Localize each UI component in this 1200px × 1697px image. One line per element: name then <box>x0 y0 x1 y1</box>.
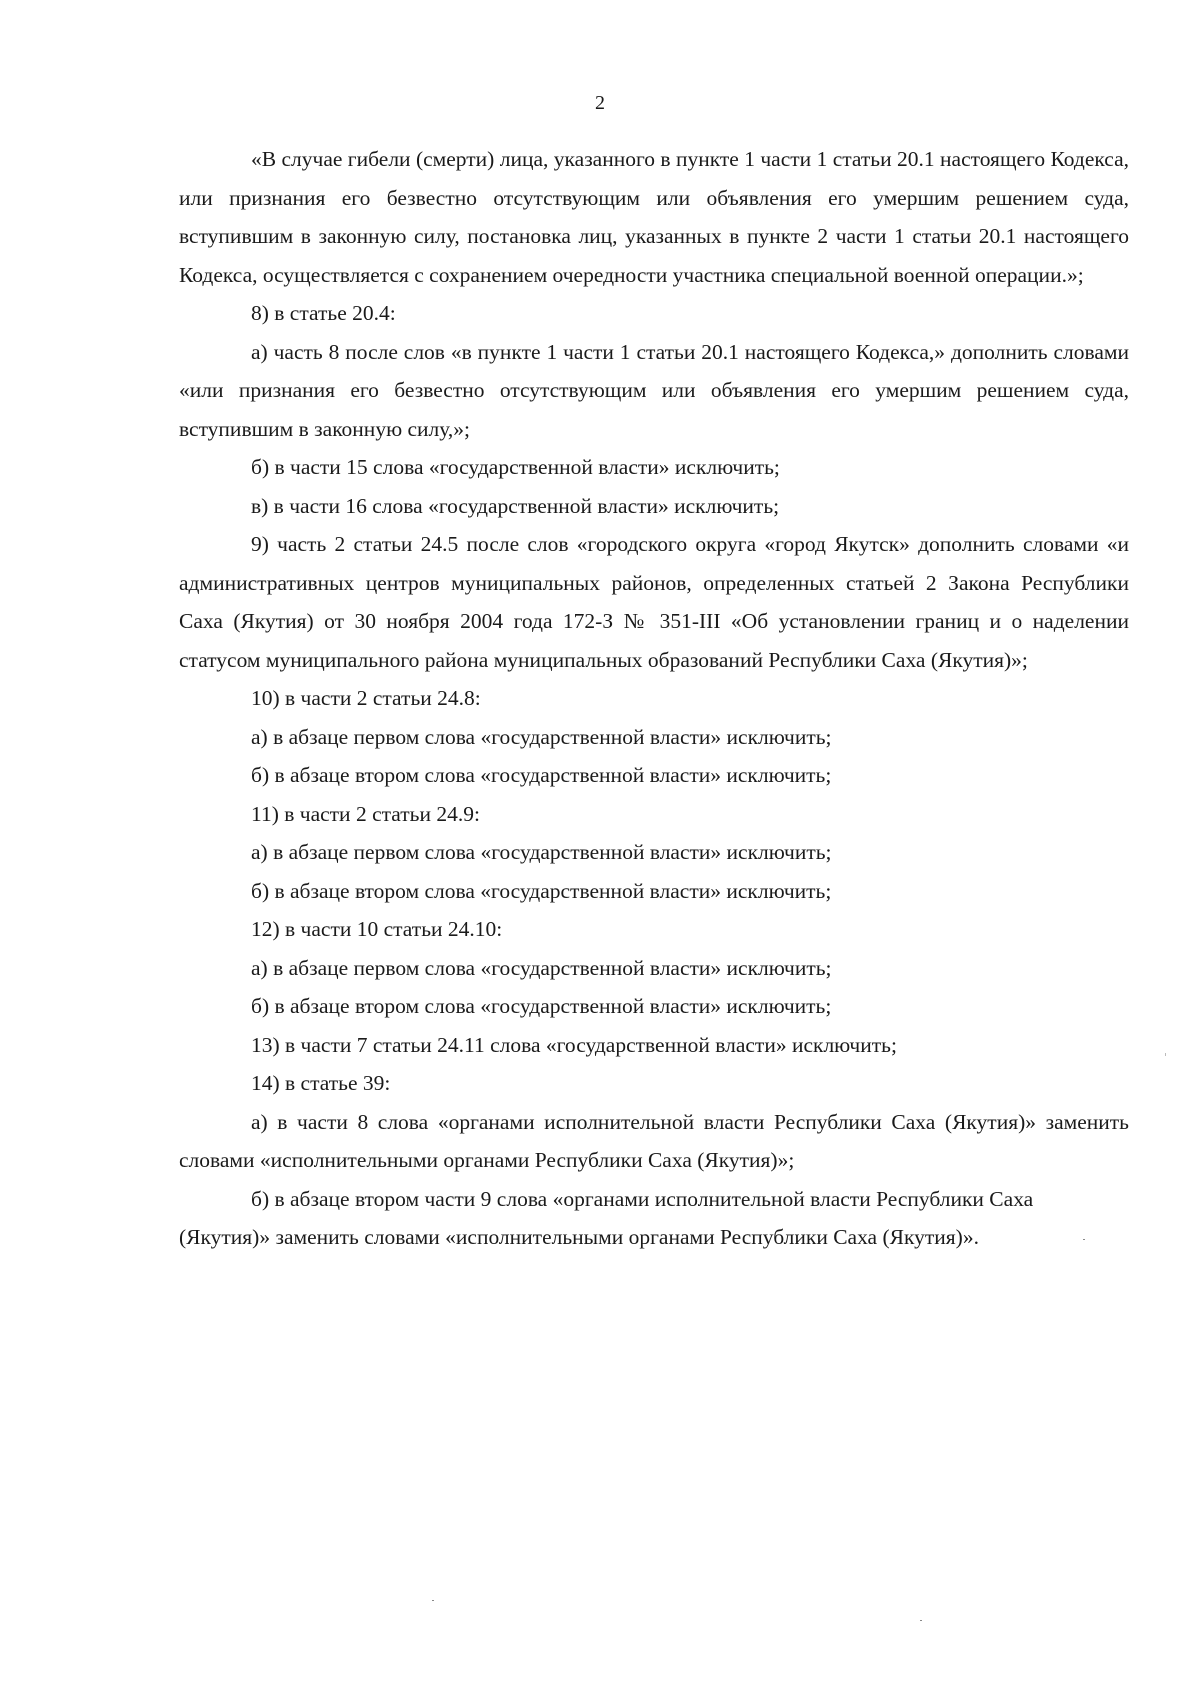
paragraph-item-10a: а) в абзаце первом слова «государственной власти» исключить; <box>251 724 832 749</box>
paragraph-item-8b: б) в части 15 слова «государственной власти» исключить; <box>251 455 780 479</box>
paragraph-item-11: 11) в части 2 статьи 24.9: <box>251 801 480 826</box>
paragraph-item-11a: а) в абзаце первом слова «государственной власти» исключить; <box>251 840 832 864</box>
paragraph-quote-svo: «В случае гибели (смерти) лица, указанного в пункте 1 части 1 статьи 20.1 настоящего Кодекса, или признания его безвестно отсутствующим или объявления его умершим решением суда, вступившим в законную силу, постановка лиц, указанных в пункте 2 части 1 статьи 20.1 настоящего Кодекса, осуществляется с сохранением очередности участника специальной военной операции.»; <box>179 147 1129 287</box>
paragraph-item-10b: б) в абзаце втором слова «государственной власти» исключить; <box>251 763 832 787</box>
scan-speck <box>432 1600 434 1601</box>
paragraph-item-11b: б) в абзаце втором слова «государственной власти» исключить; <box>251 878 832 903</box>
paragraph-item-14b: б) в абзаце втором части 9 слова «органами исполнительной власти Республики Саха (Якутия)» заменить словами «исполнительными органами Республики Саха (Якутия)». <box>179 1186 1034 1249</box>
scan-speck <box>920 1620 922 1621</box>
paragraph-item-9: 9) часть 2 статьи 24.5 после слов «городского округа «город Якутск» дополнить словами «и административных центров муниципальных районов, определенных статьей 2 Закона Республики Саха (Якутия) от 30 ноября 2004 года 172-З № 351-III «Об установлении границ и о наделении статусом муниципального района муниципальных образований Республики Саха (Якутия)»; <box>179 532 1129 672</box>
paragraph-item-14a: а) в части 8 слова «органами исполнительной власти Республики Саха (Якутия)» заменить словами «исполнительными органами Республики Саха (Якутия)»; <box>179 1109 1129 1172</box>
paragraph-item-8a: а) часть 8 после слов «в пункте 1 части 1 статьи 20.1 настоящего Кодекса,» дополнить словами «или признания его безвестно отсутствующим или объявления его умершим решением суда, вступившим в законную силу,»; <box>179 339 1129 441</box>
document-body <box>179 140 1129 1257</box>
page-number: 2 <box>595 92 605 114</box>
paragraph-item-12: 12) в части 10 статьи 24.10: <box>251 917 503 941</box>
scan-speck <box>1083 1239 1085 1240</box>
paragraph-item-8v: в) в части 16 слова «государственной власти» исключить; <box>251 493 780 518</box>
paragraph-item-14: 14) в статье 39: <box>251 1071 391 1095</box>
paragraph-item-12b: б) в абзаце втором слова «государственной власти» исключить; <box>251 994 832 1018</box>
scan-speck <box>1165 1053 1166 1056</box>
paragraph-item-12a: а) в абзаце первом слова «государственной власти» исключить; <box>251 955 832 980</box>
paragraph-item-10: 10) в части 2 статьи 24.8: <box>251 686 481 710</box>
paragraph-item-13: 13) в части 7 статьи 24.11 слова «государственной власти» исключить; <box>251 1032 897 1057</box>
paragraph-item-8: 8) в статье 20.4: <box>251 301 396 325</box>
